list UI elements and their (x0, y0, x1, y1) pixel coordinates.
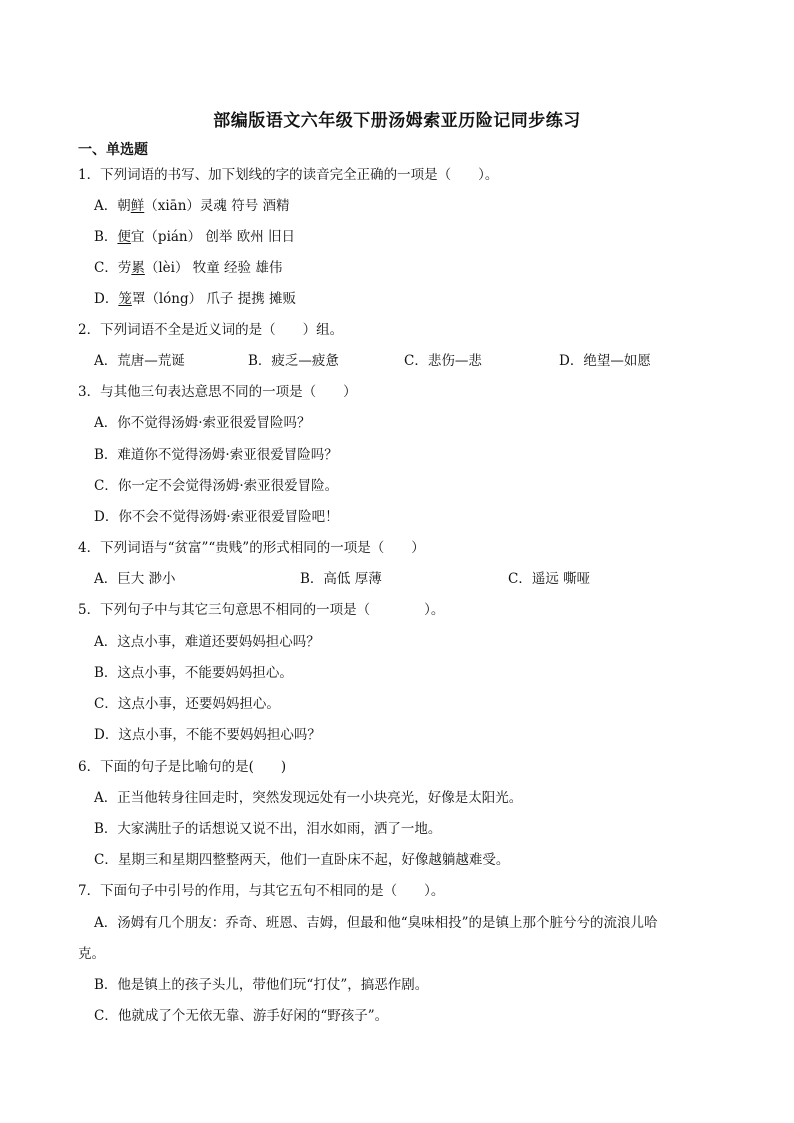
question-2-option-d[interactable]: D．绝望—如愿 (559, 353, 651, 369)
question-7-option-a-continued: 克。 (78, 946, 105, 962)
question-7-stem: 7．下面句子中引号的作用，与其它五句不相同的是（ ）。 (78, 883, 445, 899)
question-2-option-c[interactable]: C．悲伤—悲 (404, 353, 482, 369)
underlined-char: 便 (117, 229, 131, 245)
question-5-option-d[interactable]: D．这点小事，不能不要妈妈担心吗？ (94, 727, 321, 743)
question-1-option-b[interactable]: B．便宜（pián） 创举 欧州 旧日 (94, 229, 295, 245)
question-4-option-b[interactable]: B．高低 厚薄 (300, 571, 382, 587)
question-7-option-c[interactable]: C．他就成了个无依无靠、游手好闲的“野孩子”。 (94, 1008, 389, 1024)
question-5-option-b[interactable]: B．这点小事，不能要妈妈担心。 (94, 665, 293, 681)
question-3-option-c[interactable]: C．你一定不会觉得汤姆·索亚很爱冒险。 (94, 478, 339, 494)
question-2-option-b[interactable]: B．疲乏—疲惫 (248, 353, 339, 369)
question-3-option-d[interactable]: D．你不会不觉得汤姆·索亚很爱冒险吧！ (94, 509, 339, 525)
underlined-char: 笼 (118, 291, 132, 307)
question-4-stem: 4．下列词语与“贫富”“贵贱”的形式相同的一项是（ ） (78, 540, 425, 556)
underlined-char: 鲜 (130, 198, 145, 214)
page-title: 部编版语文六年级下册汤姆索亚历险记同步练习 (213, 111, 581, 131)
question-4-option-a[interactable]: A．巨大 渺小 (94, 571, 176, 587)
question-6-option-c[interactable]: C．星期三和星期四整整两天，他们一直卧床不起，好像越躺越难受。 (94, 852, 510, 868)
question-6-stem: 6．下面的句子是比喻句的是( ) (78, 759, 287, 775)
question-5-option-a[interactable]: A．这点小事，难道还要妈妈担心吗？ (94, 634, 320, 650)
question-5-option-c[interactable]: C．这点小事，还要妈妈担心。 (94, 696, 280, 712)
question-1-option-d[interactable]: D．笼罩（lóng） 爪子 提携 摊贩 (94, 291, 296, 307)
question-6-option-a[interactable]: A．正当他转身往回走时，突然发现远处有一小块亮光，好像是太阳光。 (94, 790, 523, 806)
question-1-stem: 1．下列词语的书写、加下划线的字的读音完全正确的一项是（ ）。 (78, 167, 499, 183)
question-2-option-a[interactable]: A．荒唐—荒诞 (94, 353, 185, 369)
question-2-stem: 2．下列词语不全是近义词的是（ ）组。 (78, 322, 344, 338)
question-1-option-c[interactable]: C．劳累（lèi） 牧童 经验 雄伟 (94, 260, 283, 276)
question-3-option-b[interactable]: B．难道你不觉得汤姆·索亚很爱冒险吗？ (94, 447, 338, 463)
underlined-char: 累 (131, 260, 145, 276)
question-4-option-c[interactable]: C．遥远 嘶哑 (508, 571, 591, 587)
section-heading: 一、单选题 (78, 142, 148, 158)
question-1-option-a[interactable]: A．朝鲜（xiān）灵魂 符号 酒精 (94, 198, 290, 214)
question-3-option-a[interactable]: A．你不觉得汤姆·索亚很爱冒险吗？ (94, 415, 311, 431)
question-7-option-a[interactable]: A．汤姆有几个朋友：乔奇、班恩、吉姆，但最和他“臭味相投”的是镇上那个脏兮兮的流浪儿哈 (94, 915, 658, 931)
question-6-option-b[interactable]: B．大家满肚子的话想说又说不出，泪水如雨，洒了一地。 (94, 821, 442, 837)
question-7-option-b[interactable]: B．他是镇上的孩子头儿，带他们玩“打仗”，搞恶作剧。 (94, 977, 429, 993)
question-3-stem: 3．与其他三句表达意思不同的一项是（ ） (78, 384, 357, 400)
question-5-stem: 5．下列句子中与其它三句意思不相同的一项是（ ）。 (78, 602, 445, 618)
